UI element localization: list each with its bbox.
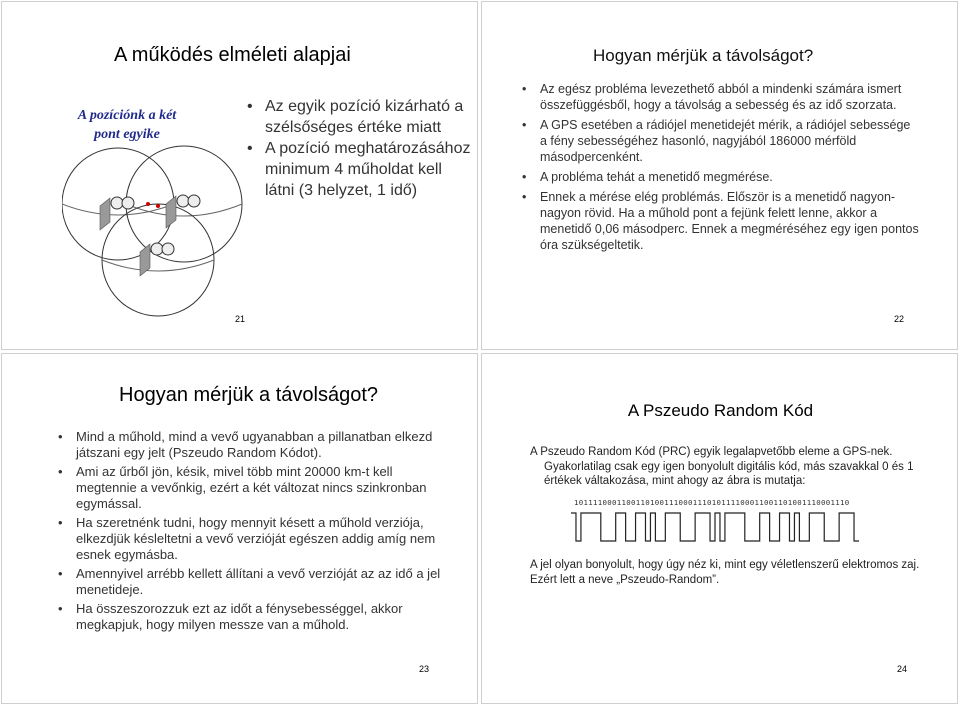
bullet-item: • Ennek a mérése elég problémás. Először is a menetidő nagyon-nagyon rövid. Ha a műhold pont a fejünk felett lenne, akkor a menetidő 0,06 másodperc. Ennek a megméréséhez egy igen pontos óra szükségeltetik. <box>522 190 919 252</box>
bullet-list <box>520 81 920 257</box>
bullet-item: • Az egész probléma levezethető abból a mindenki számára ismert összefüggésből, hogy a távolság a sebesség és az idő szorzata. <box>522 82 902 112</box>
page-number: 23 <box>419 664 430 674</box>
bullet-dot-icon: • <box>58 601 63 616</box>
slide-23 <box>1 353 478 704</box>
bullet-item: • Ha összeszorozzuk ezt az időt a fénysebességgel, akkor megkapjuk, hogy milyen messze van a műhold. <box>58 601 403 632</box>
square-wave-signal <box>570 509 860 545</box>
side-label: A pozíciónk a két pont egyike <box>77 108 177 142</box>
slide-24 <box>481 353 958 704</box>
bullet-dot-icon: • <box>58 515 63 530</box>
slide-title: A működés elméleti alapjai <box>114 44 351 66</box>
bullet-item: • Az egyik pozíció kizárható a szélsőséges értéke miatt <box>247 98 464 136</box>
bullet-item: • Amennyivel arrébb kellett állítani a vevő verzióját az az idő a jel menetideje. <box>58 566 441 597</box>
bullet-dot-icon: • <box>247 140 253 157</box>
page-number: 21 <box>235 314 246 324</box>
bullet-dot-icon: • <box>58 566 63 581</box>
page-number: 22 <box>894 314 905 324</box>
bit-sequence: 1011110001100110100111000111010111100011001101001110001110 <box>574 498 850 507</box>
bullet-list <box>56 429 456 636</box>
closing-paragraph: A jel olyan bonyolult, hogy úgy néz ki, mint egy véletlenszerű elektromos zaj. Ezért lett a neve „Pszeudo-Random”. <box>530 559 920 586</box>
bullet-dot-icon: • <box>522 118 527 132</box>
page-number: 24 <box>897 664 908 674</box>
signal-trace <box>571 513 859 541</box>
slide-title: Hogyan mérjük a távolságot? <box>119 384 379 406</box>
bullet-item: • Ha szeretnénk tudni, hogy mennyit késett a műhold verziója, elkezdjük késleltetni a vevő verzióját egészen addig amíg nem esnek egymásba. <box>58 515 436 562</box>
bullet-item: • A probléma tehát a menetidő megmérése. <box>522 170 773 184</box>
slide-21 <box>1 1 478 350</box>
bullet-item: • Mind a műhold, mind a vevő ugyanabban a pillanatban elkezd játszani egy jelt (Pszeudo Random Kódot). <box>58 429 433 460</box>
satellite-icon <box>166 195 200 228</box>
satellite-icon <box>100 197 134 230</box>
satellite-spheres-diagram <box>62 144 252 319</box>
slide-title: Hogyan mérjük a távolságot? <box>593 46 814 65</box>
bullet-dot-icon: • <box>522 170 527 184</box>
bullet-dot-icon: • <box>522 190 527 204</box>
slide-22 <box>481 1 958 350</box>
bullet-item: • A GPS esetében a rádiójel menetidejét mérik, a rádiójel sebessége a fény sebességéhez hasonló, nagyjából 186000 mérföld másodpercenként. <box>522 118 911 164</box>
bullet-dot-icon: • <box>58 429 63 444</box>
bullet-dot-icon: • <box>522 82 527 96</box>
bullet-item: • Ami az űrből jön, késik, mivel több mint 20000 km-t kell megtennie a vevőnkig, ezért a két változat nincs szinkronban egymással. <box>58 464 427 511</box>
intersection-point-marker <box>146 202 160 208</box>
bullet-item: • A pozíció meghatározásához minimum 4 műholdat kell látni (3 helyzet, 1 idő) <box>247 140 471 199</box>
intro-paragraph: A Pszeudo Random Kód (PRC) egyik legalapvetőbb eleme a GPS-nek. Gyakorlatilag csak egy igen bonyolult digitális kód, más szavakkal 0 és 1 értékek váltakozása, mint ahogy az ábra is mutatja: <box>530 446 914 487</box>
bullet-dot-icon: • <box>247 98 253 115</box>
bullet-list <box>245 96 473 201</box>
bullet-dot-icon: • <box>58 464 63 479</box>
slide-title: A Pszeudo Random Kód <box>627 401 814 420</box>
